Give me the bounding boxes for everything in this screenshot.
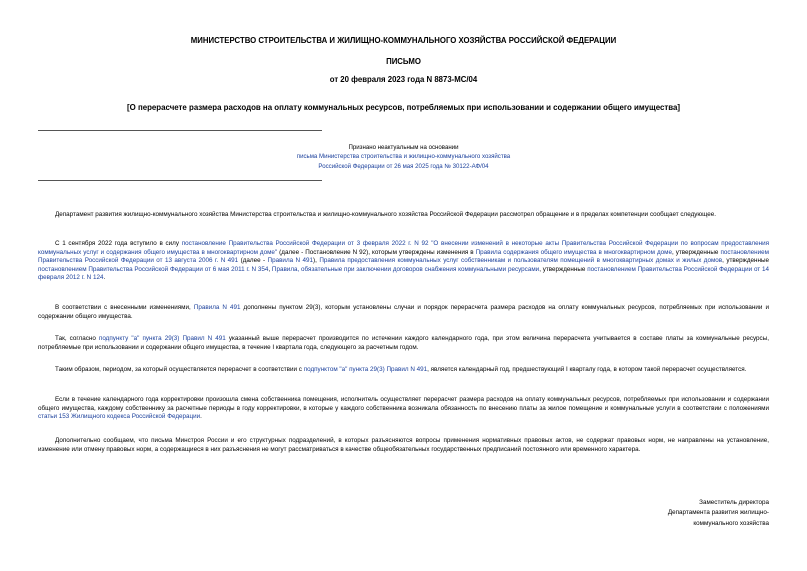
p5-link-subpoint-a[interactable]: подпунктом "а" пункта 29(3) Правил N 491	[303, 366, 428, 373]
paragraph-6	[38, 396, 769, 422]
paragraph-7	[38, 437, 769, 454]
status-note-link-2[interactable]: Российской Федерации от 26 мая 2025 года № 30122-АФ/04	[318, 162, 489, 170]
paragraph-4	[38, 335, 769, 352]
p2-link-decree-354[interactable]: постановлением Правительства Российской Федерации от 6 мая 2011 г. N 354	[38, 265, 269, 273]
signature-block	[668, 498, 769, 529]
signature-line-2: Департамента развития жилищно-	[667, 509, 769, 517]
divider-top	[38, 130, 322, 131]
status-note-text: Признано неактуальным на основании	[348, 144, 459, 151]
p2-text-6: , утвержденные	[722, 257, 770, 265]
p2-link-decree-124[interactable]: постановлением Правительства Российской Федерации от 14 февраля 2012 г. N 124	[38, 265, 769, 282]
p2-text-9: .	[103, 274, 106, 282]
status-note-link-1[interactable]: письма Министерства строительства и жилищно-коммунального хозяйства	[296, 153, 511, 161]
p2-link-rules-491[interactable]: Правила N 491	[267, 257, 314, 265]
paragraph-3	[38, 304, 769, 321]
p2-text-4: (далее -	[238, 257, 268, 265]
signature-line-1: Заместитель директора	[699, 499, 769, 506]
p2-text-7: ,	[268, 265, 272, 273]
p2-text-5: ),	[313, 257, 320, 265]
p2-text-3: , утвержденные	[671, 248, 721, 256]
paragraph-5	[38, 366, 769, 375]
p2-link-utility-rules[interactable]: Правила предоставления коммунальных услуг собственникам и пользователям помещений в многоквартирных домах и жилых домов	[319, 257, 723, 265]
p4-text-1: Так, согласно	[55, 335, 99, 342]
p3-text-1: В соответствии с внесенными изменениями,	[55, 304, 194, 311]
p2-link-supply-contract-rules[interactable]: Правила, обязательные при заключении договоров снабжения коммунальными ресурсами	[271, 265, 540, 273]
p2-link-decree-92[interactable]: постановление Правительства Российской Федерации от 3 февраля 2022 г. N 92 "О внесении изменений в некоторые акты Правительства Российской Федерации по вопросам предоставления коммунальных услуг и содержания общего имущества в многоквартирном доме"	[38, 240, 769, 256]
signature-line-3: коммунального хозяйства	[693, 519, 769, 527]
document-date-number: от 20 февраля 2023 года N 8873-МС/04	[329, 75, 478, 84]
document-title: [О перерасчете размера расходов на оплату коммунальных ресурсов, потребляемых при использовании и содержании общего имущества]	[126, 103, 680, 112]
p3-link-rules-491[interactable]: Правила N 491	[193, 304, 241, 311]
p2-text-1: С 1 сентября 2022 года вступило в силу	[55, 240, 182, 247]
divider-bottom	[38, 180, 322, 181]
p6-text-1: Если в течение календарного года корректировки произошла смена собственника помещения, исполнитель осуществляет перерасчет размера расходов на оплату коммунальных ресурсов, потребляемых при использовании и содержании общего имущества, каждому собственнику за расчетные периоды в году корректировки, в которые у каждого собственника возникала обязанность по внесению платы за жилое помещение и коммунальные услуги в соответствии с положениями	[38, 396, 769, 412]
p2-link-decree-491[interactable]: постановлением Правительства Российской Федерации от 13 августа 2006 г. N 491	[38, 248, 769, 265]
paragraph-2	[38, 240, 769, 283]
p4-link-subpoint-a[interactable]: подпункту "а" пункта 29(3) Правил N 491	[98, 335, 226, 342]
p5-text-1: Таким образом, периодом, за который осуществляется перерасчет в соответствии с	[55, 366, 304, 373]
p5-text-2: , является календарный год, предшествующий I кварталу года, в котором такой перерасчет осуществляется.	[427, 366, 747, 373]
p4-text-2: указанный выше перерасчет производится по истечении каждого календарного года, при этом величина перерасчета учитывается в составе платы за коммунальные ресурсы, потребляемые при использовании и содержании общего имущества, в течение I квартала года, следующего за расчетным годом.	[38, 335, 769, 351]
paragraph-1	[38, 211, 769, 220]
p2-text-8: , утвержденные	[539, 265, 588, 273]
status-note	[0, 143, 807, 171]
ministry-title: МИНИСТЕРСТВО СТРОИТЕЛЬСТВА И ЖИЛИЩНО-КОММУНАЛЬНОГО ХОЗЯЙСТВА РОССИЙСКОЙ ФЕДЕРАЦИИ	[190, 36, 617, 45]
paragraph-7-text: Дополнительно сообщаем, что письма Минстроя России и его структурных подразделений, в которых разъясняются вопросы применения нормативных правовых актов, не содержат правовых норм, не направлены на установление, изменение или отмену правовых норм, а содержащиеся в них разъяснения не могут рассматриваться в качестве общеобязательных государственных предписаний постоянного или временного характера.	[38, 437, 769, 453]
p2-text-2: (далее - Постановление N 92), которым утверждены изменения в	[277, 248, 476, 256]
p6-text-2: .	[200, 413, 202, 421]
p3-text-2: дополнены пунктом 29(3), которым установлены случаи и порядок перерасчета размера расходов на оплату коммунальных ресурсов, потребляемых при использовании и содержании общего имущества.	[38, 304, 769, 320]
document-type: ПИСЬМО	[386, 57, 421, 66]
p6-link-housing-code-153[interactable]: статьи 153 Жилищного кодекса Российской Федерации	[38, 413, 201, 421]
paragraph-1-text: Департамент развития жилищно-коммунального хозяйства Министерства строительства и жилищно-коммунального хозяйства Российской Федерации рассмотрел обращение и в пределах компетенции сообщает следующее.	[55, 211, 716, 218]
p2-link-rules-common-property[interactable]: Правила содержания общего имущества в многоквартирном доме	[475, 248, 672, 256]
